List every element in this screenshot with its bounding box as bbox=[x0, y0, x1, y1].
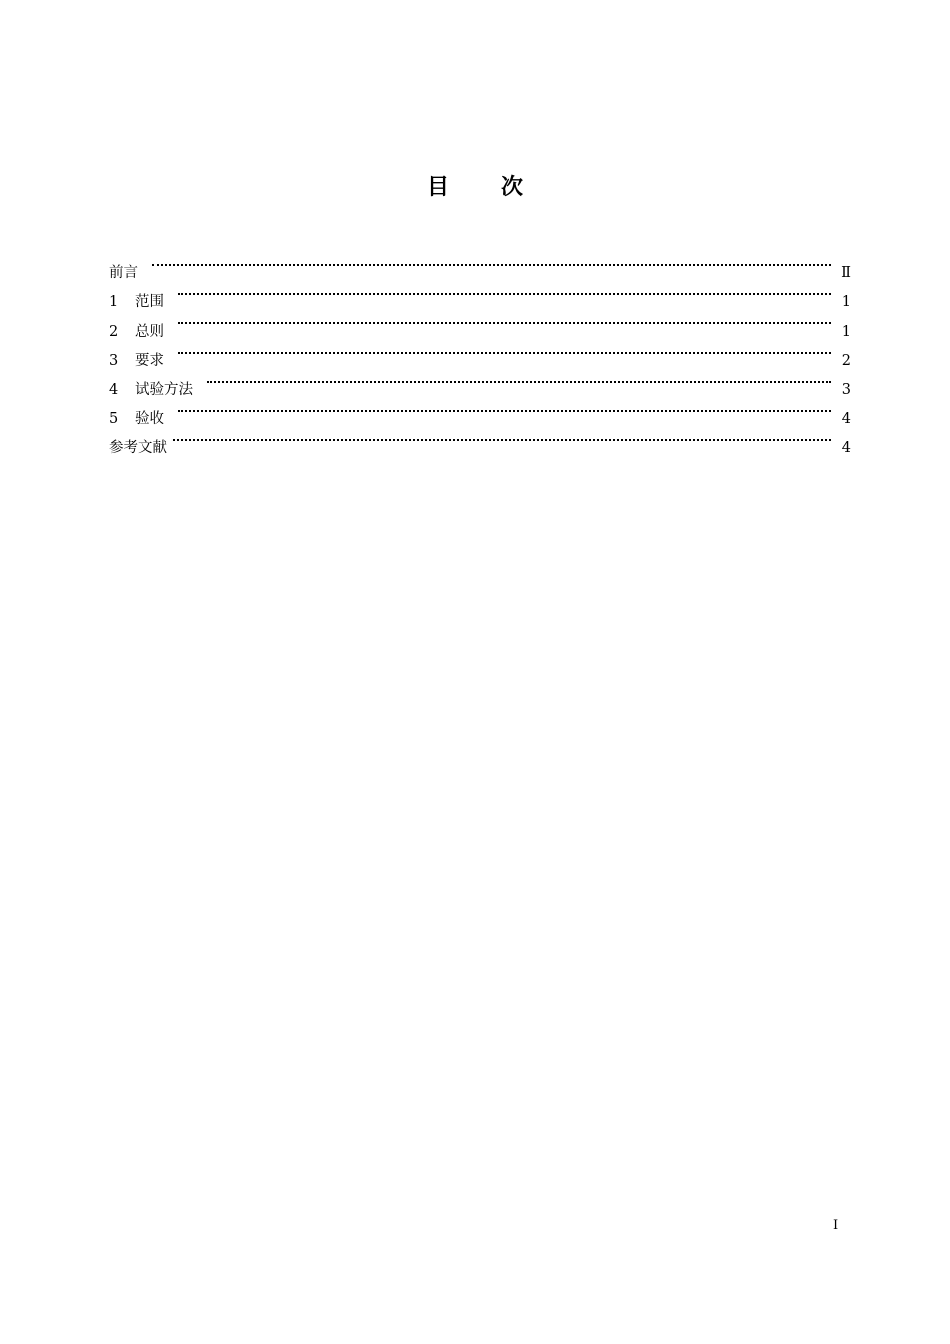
toc-entry-page: Ⅱ bbox=[841, 265, 851, 282]
title-char-2: 次 bbox=[501, 175, 524, 200]
toc-entry-page: 1 bbox=[841, 294, 851, 311]
toc-entry-label: 要求 bbox=[135, 352, 164, 369]
toc-leader-dots bbox=[178, 306, 831, 335]
page-title bbox=[0, 170, 950, 201]
toc-entry-references[interactable] bbox=[109, 423, 851, 457]
toc-entry-page: 1 bbox=[841, 323, 851, 340]
toc-leader-dots bbox=[173, 423, 831, 452]
toc-leader-dots bbox=[207, 365, 831, 394]
toc-entry-page: 4 bbox=[841, 440, 851, 457]
title-char-1: 目 bbox=[426, 175, 449, 200]
toc-entry-page: 4 bbox=[841, 411, 851, 428]
toc-entry-test-methods[interactable] bbox=[109, 365, 851, 398]
toc-entry-page: 2 bbox=[841, 352, 851, 369]
toc-entry-label: 前言 bbox=[109, 265, 138, 282]
page-number: I bbox=[833, 1218, 839, 1233]
toc-leader-dots bbox=[152, 248, 831, 277]
toc-entry-label: 参考文献 bbox=[109, 440, 167, 457]
toc-entry-label: 总则 bbox=[135, 323, 164, 340]
toc-entry-scope[interactable] bbox=[109, 277, 851, 311]
toc-leader-dots bbox=[178, 277, 831, 306]
toc-entry-number: 4 bbox=[109, 381, 119, 398]
toc-entry-number: 2 bbox=[109, 323, 119, 340]
toc-entry-label: 试验方法 bbox=[135, 381, 193, 398]
toc-entry-number: 3 bbox=[109, 352, 119, 369]
toc-entry-number: 5 bbox=[109, 411, 119, 428]
toc-entry-preface[interactable] bbox=[109, 248, 851, 282]
toc-entry-general[interactable] bbox=[109, 306, 851, 340]
toc-entry-requirements[interactable] bbox=[109, 336, 851, 369]
toc-leader-dots bbox=[178, 394, 831, 423]
toc-entry-label: 范围 bbox=[135, 294, 164, 311]
toc-entry-label: 验收 bbox=[135, 411, 164, 428]
table-of-contents bbox=[109, 248, 851, 457]
toc-entry-acceptance[interactable] bbox=[109, 394, 851, 428]
toc-leader-dots bbox=[178, 336, 831, 365]
toc-entry-page: 3 bbox=[841, 381, 851, 398]
toc-entry-number: 1 bbox=[109, 294, 119, 311]
